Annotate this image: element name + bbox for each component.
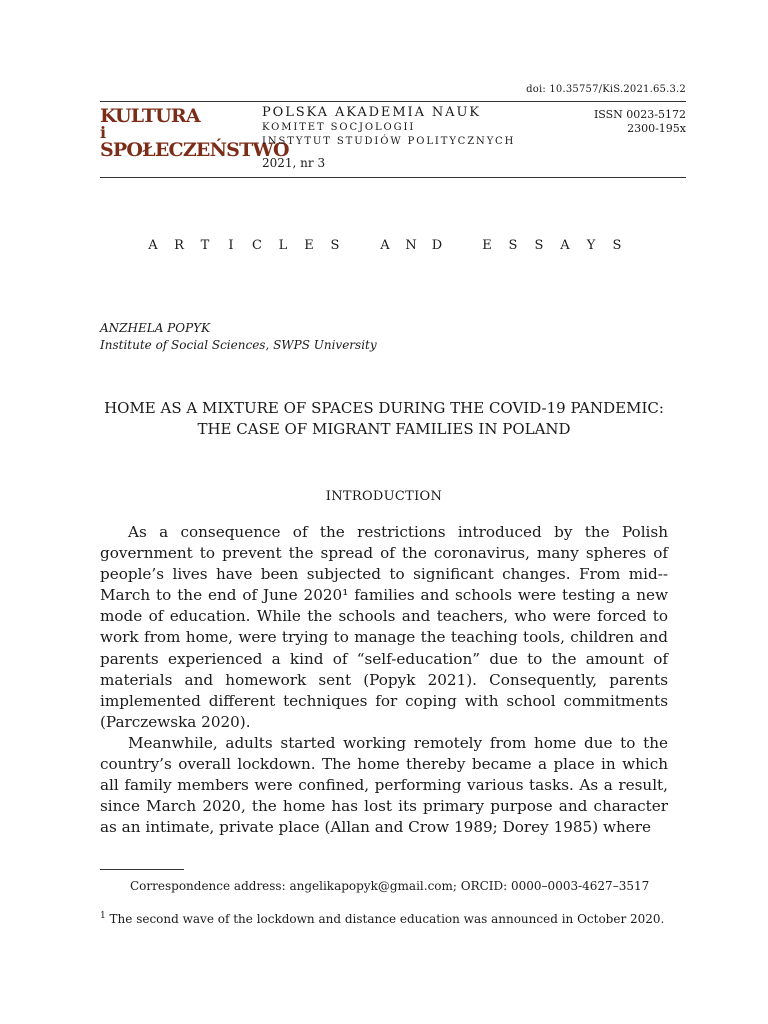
section-letter: D: [431, 238, 443, 253]
section-letter: E: [304, 238, 314, 253]
section-letter: S: [330, 238, 340, 253]
article-title: HOME AS A MIXTURE OF SPACES DURING THE COVID-19 PANDEMIC: THE CASE OF MIGRANT FAMILIES IN POLAND: [104, 399, 664, 438]
section-letter: C: [252, 238, 262, 253]
publisher-name: POLSKA AKADEMIA NAUK: [262, 105, 481, 120]
section-letter: A: [380, 238, 390, 253]
institute-name: INSTYTUT STUDIÓW POLITYCZNYCH: [262, 136, 516, 147]
correspondence-note: Correspondence address: angelikapopyk@gmail.com; ORCID: 0000–0003-4627–3517: [130, 879, 650, 893]
doi-line: doi: 10.35757/KiS.2021.65.3.2: [526, 84, 686, 95]
section-letter: I: [228, 238, 234, 253]
section-letter: Y: [586, 238, 596, 253]
issn-print: ISSN 0023-5172: [593, 108, 686, 121]
section-letter: S: [612, 238, 622, 253]
section-letter: E: [482, 238, 492, 253]
logo-word-spoleczenstwo: SPOŁECZEŃSTWO: [100, 139, 289, 161]
section-word-essays: [474, 238, 630, 253]
section-word-and: [372, 238, 450, 253]
issn-online: 2300-195x: [627, 122, 686, 135]
paragraph-2: Meanwhile, adults started working remotely from home due to the country’s overall lockdown. The home thereby became a place in which all family members were confined, performing various tasks. As a result, since March 2020, the home has lost its primary purpose and character as an intimate, private place (Allan and Crow 1989; Dorey 1985) where: [100, 733, 668, 837]
journal-logo: [100, 105, 289, 161]
header-top-rule: [100, 101, 686, 102]
footnote-1-marker: 1: [100, 911, 106, 921]
committee-name: KOMITET SOCJOLOGII: [262, 122, 416, 133]
paragraph-1: As a consequence of the restrictions introduced by the Polish government to prevent the spread of the coronavirus, many spheres of people’s lives have been subjected to significant changes. From mid--March to the end of June 2020¹ families and schools were testing a new mode of education. While the schools and teachers, who were forced to work from home, were trying to manage the teaching tools, children and parents experienced a kind of “self-education” due to the amount of materials and homework sent (Popyk 2021). Consequently, parents implemented different techniques for coping with school commitments (Parczewska 2020).: [100, 523, 668, 731]
section-letter: T: [200, 238, 210, 253]
section-label: [140, 238, 630, 253]
body-text: [100, 522, 668, 838]
section-letter: S: [534, 238, 544, 253]
header-bottom-rule: [100, 177, 686, 178]
section-letter: N: [405, 238, 417, 253]
section-letter: S: [508, 238, 518, 253]
logo-word-kultura: KULTURA: [100, 105, 200, 127]
footnote-1: [100, 908, 668, 928]
section-word-articles: [140, 238, 348, 253]
author-affiliation: Institute of Social Sciences, SWPS University: [100, 338, 377, 352]
footnote-1-text: The second wave of the lockdown and distance education was announced in October 2020.: [105, 912, 665, 926]
issn-block: [540, 108, 686, 136]
author-name: ANZHELA POPYK: [100, 321, 211, 335]
footnote-rule: [100, 869, 184, 870]
section-letter: A: [148, 238, 158, 253]
section-heading: INTRODUCTION: [325, 489, 443, 504]
section-letter: R: [174, 238, 184, 253]
section-letter: L: [278, 238, 288, 253]
logo-word-i: i: [100, 123, 106, 142]
section-letter: A: [560, 238, 570, 253]
issue-number: 2021, nr 3: [262, 156, 326, 170]
